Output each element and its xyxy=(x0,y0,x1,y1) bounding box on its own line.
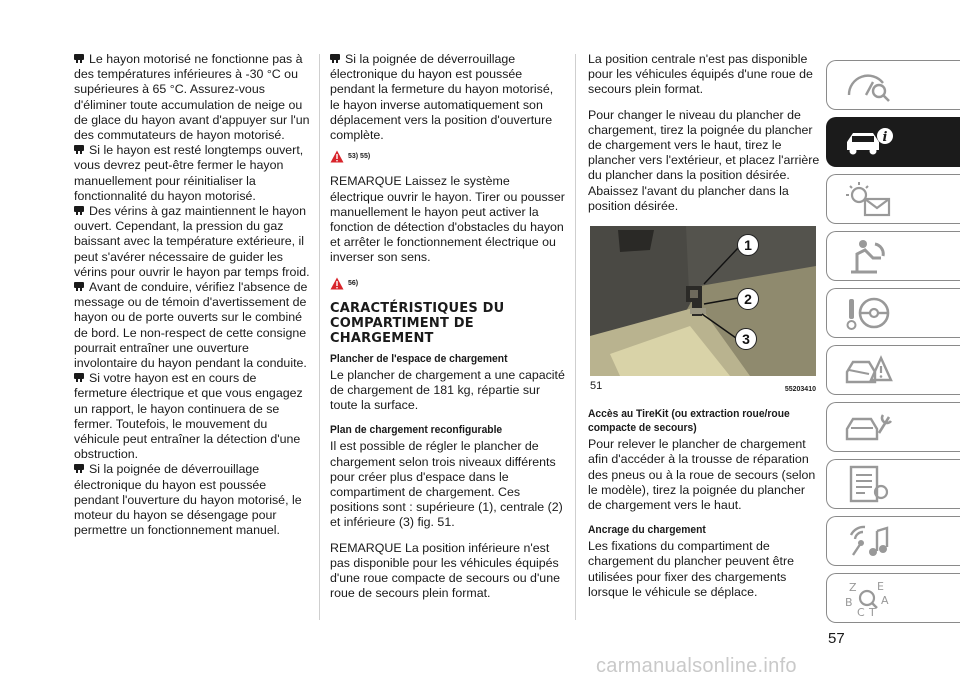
paragraph: Si votre hayon est en cours de fermeture électrique et que vous engagez un rapport, le hayon continuera de se fermer. Toutefois, le mouvement du véhicule peut entraîner la détection d'une obstruction. xyxy=(74,371,303,462)
svg-text:E: E xyxy=(877,580,884,593)
column-divider xyxy=(575,54,576,620)
svg-text:i: i xyxy=(882,130,888,145)
tab-safety[interactable] xyxy=(826,231,960,281)
tab-technical-data[interactable] xyxy=(826,459,960,509)
vehicle-bullet-icon xyxy=(74,464,85,473)
text-column-1 xyxy=(74,52,310,539)
vehicle-bullet-icon xyxy=(74,145,85,154)
column-divider xyxy=(319,54,320,620)
text-column-3 xyxy=(588,52,820,600)
alphabetical-index-icon xyxy=(843,578,893,618)
paragraph: Si la poignée de déverrouillage électronique du hayon est poussée pendant la fermeture du hayon motorisé, le hayon inverse automatiquement son déplacement vers la position d'ouverture complète. xyxy=(330,52,554,143)
paragraph: REMARQUE La position inférieure n'est pas disponible pour les véhicules équipés d'une roue compacte de secours ou d'une roue de secours plein format. xyxy=(330,540,560,601)
cargo-floor-photo xyxy=(590,226,816,376)
tab-maintenance[interactable] xyxy=(826,402,960,452)
paragraph: Les fixations du compartiment de chargement du plancher peuvent être utilisées pour fixer des chargements lorsque le véhicule se déplace. xyxy=(588,539,794,599)
callout-marker: 1 xyxy=(737,234,759,256)
callout-marker: 2 xyxy=(737,288,759,310)
vehicle-bullet-icon xyxy=(74,54,85,63)
steering-wheel-icon xyxy=(843,293,893,333)
cargo-floor-illustration xyxy=(590,226,816,376)
airbag-seat-icon xyxy=(843,236,893,276)
tab-driving[interactable] xyxy=(826,288,960,338)
watermark: carmanualsonline.info xyxy=(596,655,797,677)
text-column-2 xyxy=(330,52,566,601)
svg-text:A: A xyxy=(881,594,889,607)
paragraph: Le hayon motorisé ne fonctionne pas à des températures inférieures à -30 °C ou supérieures à 65 °C. Assurez-vous d'éliminer toute accumulation de neige ou de glace du hayon avant d'appuyer sur l'un des commutateurs de hayon motorisé. xyxy=(74,52,310,143)
paragraph: Si le hayon est resté longtemps ouvert, vous devrez peut-être fermer le hayon manuellement pour réinitialiser la fonctionnalité du hayon motorisé. xyxy=(74,143,304,203)
subheading: Plancher de l'espace de chargement xyxy=(330,352,508,365)
vehicle-bullet-icon xyxy=(74,206,85,215)
tab-index[interactable] xyxy=(826,573,960,623)
svg-text:T: T xyxy=(869,606,876,618)
warning-reference xyxy=(330,276,566,291)
figure-caption xyxy=(590,379,816,397)
paragraph: Pour relever le plancher de chargement afin d'accéder à la trousse de réparation des pneus ou à la roue de secours (selon le modèle), tirez la poignée du plancher de chargement vers le haut. xyxy=(588,437,816,513)
warning-reference xyxy=(330,149,566,164)
section-title: CARACTÉRISTIQUES DU COMPARTIMENT DE CHARGEMENT xyxy=(330,300,505,346)
radio-music-icon xyxy=(843,521,893,561)
tab-emergency[interactable] xyxy=(826,345,960,395)
subheading: Plan de chargement reconfigurable xyxy=(330,424,503,437)
car-info-icon xyxy=(843,122,893,162)
tab-dashboard[interactable] xyxy=(826,60,960,110)
checklist-icon xyxy=(843,464,893,504)
dashboard-search-icon xyxy=(843,65,893,105)
vehicle-bullet-icon xyxy=(74,373,85,382)
breakdown-warning-icon xyxy=(843,350,893,390)
paragraph: Avant de conduire, vérifiez l'absence de message ou de témoin d'avertissement de hayon ou de porte ouverts sur le combiné de bord. Le non-respect de cette consigne pourrait entraîner une ouverture involontaire du hayon pendant la conduite. xyxy=(74,280,308,371)
tab-vehicle-info[interactable] xyxy=(826,117,960,167)
paragraph: Il est possible de régler le plancher de chargement selon trois niveaux différents pour créer plus d'espace dans le compartiment de chargement. Ces positions sont : supérieure (1), centrale (2) et inférieure (3) fig. 51. xyxy=(330,439,563,530)
paragraph: REMARQUE Laissez le système électrique ouvrir le hayon. Tirer ou pousser manuellement le hayon peut activer la fonction de détection d'obstacles du hayon et arrêter le fonctionnement électrique ou inverser son sens. xyxy=(330,174,565,265)
vehicle-bullet-icon xyxy=(74,282,85,291)
figure-number: 51 xyxy=(590,380,603,393)
paragraph: Si la poignée de déverrouillage électronique du hayon est poussée pendant l'ouverture du hayon motorisé, le moteur du hayon se désengage pour permettre un fonctionnement manuel. xyxy=(74,462,302,538)
callout-marker: 3 xyxy=(735,328,757,350)
warning-triangle-icon xyxy=(330,150,344,163)
svg-text:Z: Z xyxy=(849,581,857,594)
tab-multimedia[interactable] xyxy=(826,516,960,566)
vehicle-bullet-icon xyxy=(330,54,341,63)
warning-ref-text[interactable]: 53) 55) xyxy=(348,153,371,161)
svg-text:B: B xyxy=(845,596,853,609)
warning-triangle-icon xyxy=(330,277,344,290)
light-message-icon xyxy=(843,179,893,219)
car-maintenance-icon xyxy=(843,407,893,447)
paragraph: Pour changer le niveau du plancher de chargement, tirez la poignée du plancher de chargement vers le haut, tirez le plancher vers l'extérieur, et placez l'arrière du plancher dans la position désirée. Abaissez l'avant du plancher dans la position désirée. xyxy=(588,107,820,213)
warning-ref-text[interactable]: 56) xyxy=(348,279,359,287)
subheading: Accès au TireKit (ou extraction roue/roue compacte de secours) xyxy=(588,408,790,435)
svg-text:C: C xyxy=(857,606,865,618)
paragraph: La position centrale n'est pas disponible pour les véhicules équipés d'une roue de secours plein format. xyxy=(588,52,813,97)
tab-lights-messages[interactable] xyxy=(826,174,960,224)
figure-code: 55203410 xyxy=(784,386,816,394)
paragraph: Le plancher de chargement a une capacité de chargement de 181 kg, répartie sur toute la surface. xyxy=(330,367,565,413)
subheading: Ancrage du chargement xyxy=(588,524,706,537)
paragraph: Des vérins à gaz maintiennent le hayon ouvert. Cependant, la pression du gaz baissant avec la température extérieure, il peut s'avérer nécessaire de guider les vérins pour ouvrir le hayon par temps froid. xyxy=(74,204,310,279)
page-number: 57 xyxy=(828,630,845,647)
